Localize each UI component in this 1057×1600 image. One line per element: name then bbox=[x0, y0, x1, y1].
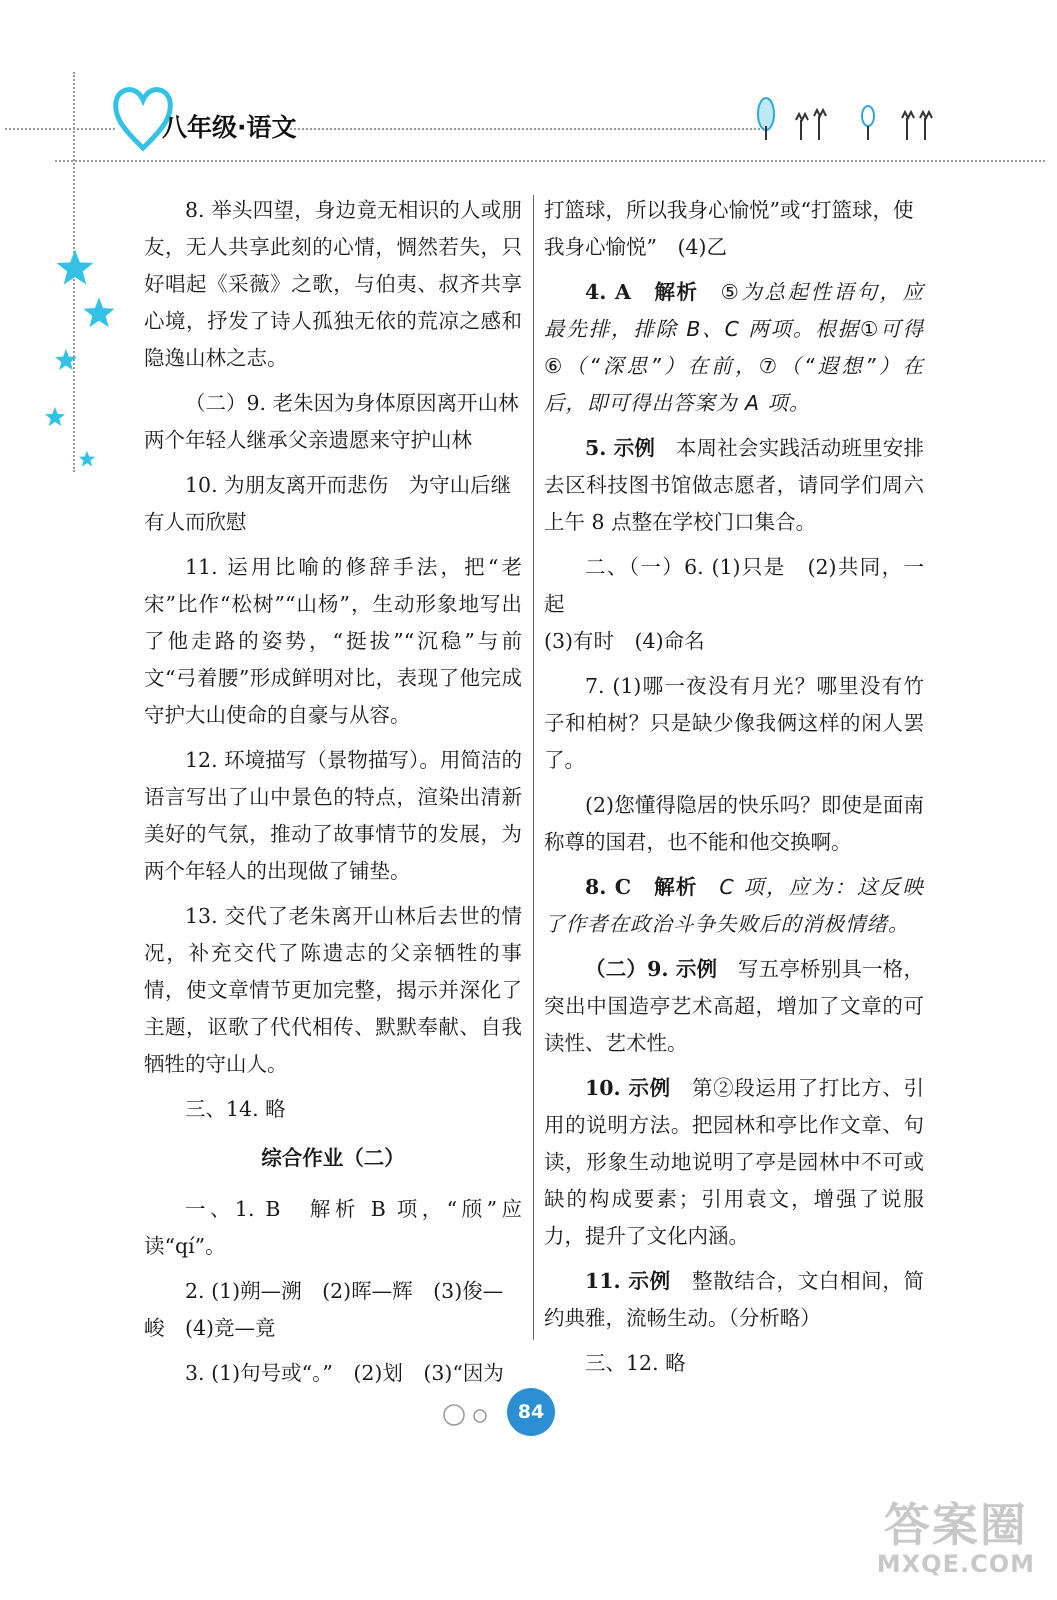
answer-6-line1: 二、（一）6. (1)只是 (2)共同，一起 bbox=[544, 555, 924, 616]
answer-3-cont-line1: 打篮球，所以我身心愉悦”或“打篮球，使 bbox=[544, 198, 914, 222]
answer-1: 一、1. B 解析 B 项，“颀”应读“qí”。 bbox=[144, 1197, 522, 1258]
star-icon bbox=[54, 348, 78, 372]
star-icon bbox=[82, 296, 116, 330]
dotted-header-line-lower bbox=[55, 160, 1045, 162]
answer-4-number: 4. A bbox=[585, 280, 631, 304]
answer-11: 11. 运用比喻的修辞手法，把“老宋”比作“松树”“山杨”，生动形象地写出了他走路的姿势，“挺拔”“沉稳”与前文“弓着腰”形成鲜明对比，表现了他完成守护大山使命的自豪与从容。 bbox=[144, 555, 522, 727]
watermark-line1: 答案圈 bbox=[883, 1498, 1028, 1552]
answer-8: 8. 举头四望，身边竟无相识的人或朋友，无人共享此刻的心情，惆然若失，只好唱起《采薇》之歌，与伯夷、叔齐共享心境，抒发了诗人孤独无依的荒凉之感和隐逸山林之志。 bbox=[144, 198, 522, 370]
answer-9-text: 写五亭桥别具一格，突出中国造亭艺术高超，增加了文章的可读性、艺术性。 bbox=[544, 957, 924, 1055]
left-column bbox=[144, 192, 522, 1400]
answer-7-1: 7. (1)哪一夜没有月光？哪里没有竹子和柏树？只是缺少像我俩这样的闲人罢了。 bbox=[544, 674, 924, 772]
answer-12-right: 三、12. 略 bbox=[585, 1351, 686, 1375]
star-icon bbox=[78, 450, 96, 468]
answer-8-text: C 项，应为：这反映了作者在政治斗争失败后的消极情绪。 bbox=[544, 875, 925, 936]
answer-10-right bbox=[544, 1070, 924, 1255]
answer-4-text: ⑤为总起性语句，应最先排，排除 B、C 两项。根据①可得⑥（“深思”）在前，⑦（“遐想”）在后，即可得出答案为 A 项。 bbox=[544, 280, 925, 415]
answer-13: 13. 交代了老朱离开山林后去世的情况，补充交代了陈遗志的父亲牺牲的事情，使文章情节更加完整，揭示并深化了主题，讴歌了代代相传、默默奉献、自我牺牲的守山人。 bbox=[144, 904, 522, 1076]
answer-10-number: 10. 示例 bbox=[585, 1076, 671, 1100]
answer-10-text: 第②段运用了打比方、引用的说明方法。把园林和亭比作文章、句读，形象生动地说明了亭是园林中不可或缺的构成要素；引用袁文，增强了说服力，提升了文化内涵。 bbox=[544, 1076, 924, 1248]
tulip-decoration-icon bbox=[752, 96, 952, 142]
answer-5-text: 本周社会实践活动班里安排去区科技图书馆做志愿者，请同学们周六上午 8 点整在学校门口集合。 bbox=[544, 436, 925, 534]
answer-11-text: 整散结合，文白相间，简约典雅，流畅生动。（分析略） bbox=[544, 1269, 924, 1330]
dotted-header-line-left bbox=[5, 128, 115, 130]
analysis-label: 解析 bbox=[654, 280, 699, 304]
answer-8-number: 8. C bbox=[585, 875, 632, 899]
answer-12: 12. 环境描写（景物描写）。用简洁的语言写出了山中景色的特点，渲染出清新美好的气氛，推动了故事情节的发展，为两个年轻人的出现做了铺垫。 bbox=[144, 748, 522, 883]
analysis-label: 解析 bbox=[654, 875, 698, 899]
footer-circles-icon bbox=[440, 1400, 500, 1430]
answer-9-right bbox=[544, 951, 924, 1062]
right-column bbox=[544, 192, 924, 1390]
answer-2-line2: 峻 (4)竞—竟 bbox=[144, 1316, 276, 1340]
star-icon bbox=[44, 406, 66, 428]
answer-2-line1: 2. (1)朔—溯 (2)晖—辉 (3)俊— bbox=[185, 1279, 504, 1303]
answer-7-2: (2)您懂得隐居的快乐吗？即使是面南称尊的国君，也不能和他交换啊。 bbox=[544, 793, 924, 854]
answer-6-line2: (3)有时 (4)命名 bbox=[544, 629, 705, 653]
watermark bbox=[877, 1500, 1035, 1578]
answer-9-line1: （二）9. 老朱因为身体原因离开山林 bbox=[185, 391, 519, 415]
page-number: 84 bbox=[507, 1388, 555, 1436]
answer-8-right bbox=[544, 869, 924, 943]
answer-3: 3. (1)句号或“。” (2)划 (3)“因为 bbox=[185, 1361, 504, 1385]
answer-10-line2: 有人而欣慰 bbox=[144, 510, 247, 534]
answer-14: 三、14. 略 bbox=[185, 1097, 286, 1121]
answer-11-right bbox=[544, 1263, 924, 1337]
answer-5-number: 5. 示例 bbox=[585, 436, 656, 460]
header-title: 八年级·语文 bbox=[162, 113, 297, 142]
answer-3-cont-line2: 我身心愉悦” (4)乙 bbox=[544, 235, 728, 259]
watermark-line2: MXQE.COM bbox=[876, 1550, 1035, 1578]
column-divider bbox=[533, 195, 534, 1340]
answer-4 bbox=[544, 274, 924, 422]
answer-9-number: （二）9. 示例 bbox=[585, 957, 718, 981]
answer-5 bbox=[544, 430, 924, 541]
section-title: 综合作业（二） bbox=[261, 1146, 405, 1170]
dotted-header-line-right bbox=[290, 128, 760, 130]
answer-10-line1: 10. 为朋友离开而悲伤 为守山后继 bbox=[185, 473, 512, 497]
answer-11-number: 11. 示例 bbox=[585, 1269, 671, 1293]
star-icon bbox=[55, 248, 95, 288]
answer-9-line2: 两个年轻人继承父亲遗愿来守护山林 bbox=[144, 428, 472, 452]
